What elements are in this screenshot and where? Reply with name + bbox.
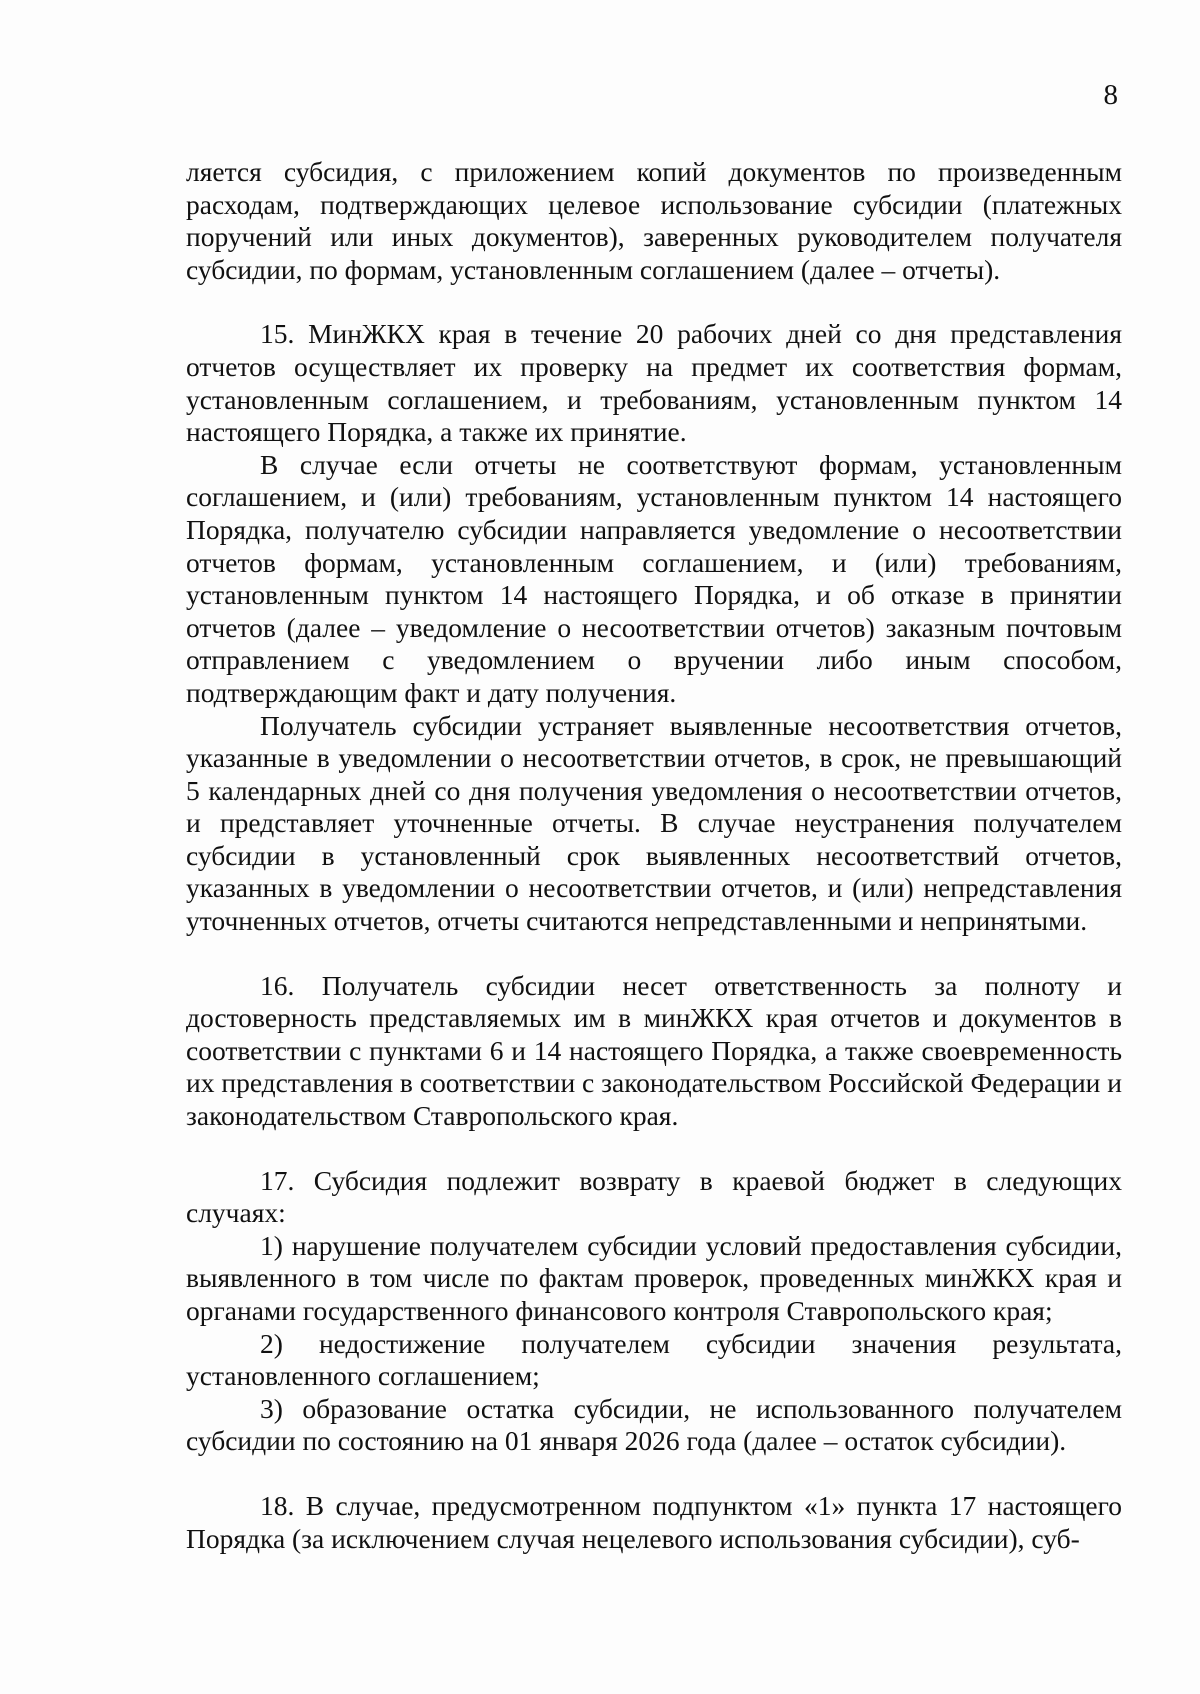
paragraph-item-15-noncompliance: В случае если отчеты не соответствуют формам, установленным соглашением, и (или) требованиям, установленным пунктом 14 настоящего Порядка, получателю субсидии направляется уведомление о несоответствии отчетов формам, установленным соглашением, и (или) требованиям, установленным пунктом 14 настоящего Порядка, и об отказе в принятии отчетов (далее – уведомление о несоответствии отчетов) заказным почтовым отправлением с уведомлением о вручении либо иным способом, подтверждающим факт и дату получения. (186, 448, 1122, 708)
page-number: 8 (1103, 79, 1118, 111)
paragraph-item-15-correction: Получатель субсидии устраняет выявленные несоответствия отчетов, указанные в уведомлении о несоответствии отчетов, в срок, не превышающий 5 календарных дней со дня получения уведомления о несоответствии отчетов, и представляет уточненные отчеты. В случае неустранения получателем субсидии в установленный срок выявленных несоответствий отчетов, указанных в уведомлении о несоответствии отчетов, и (или) непредставления уточненных отчетов, отчеты считаются непредставленными и непринятыми. (186, 709, 1122, 937)
paragraph-item-16: 16. Получатель субсидии несет ответственность за полноту и достоверность представляемых им в минЖКХ края отчетов и документов в соответствии с пунктами 6 и 14 настоящего Порядка, а также своевременность их представления в соответствии с законодательством Российской Федерации и законодательством Ставропольского края. (186, 969, 1122, 1132)
paragraph-item-17-subitem-3: 3) образование остатка субсидии, не использованного получателем субсидии по состоянию на 01 января 2026 года (далее – остаток субсидии). (186, 1392, 1122, 1457)
document-body (186, 156, 1122, 1555)
paragraph-item-15: 15. МинЖКХ края в течение 20 рабочих дней со дня представления отчетов осуществляет их проверку на предмет их соответствия формам, установленным соглашением, и требованиям, установленным пунктом 14 настоящего Порядка, а также их принятие. (186, 318, 1122, 448)
paragraph-item-17-subitem-2: 2) недостижение получателем субсидии значения результата, установленного соглашением; (186, 1327, 1122, 1392)
paragraph-item-18: 18. В случае, предусмотренном подпунктом «1» пункта 17 настоящего Порядка (за исключением случая нецелевого использования субсидии), суб- (186, 1489, 1122, 1554)
paragraph-continuation: ляется субсидия, с приложением копий документов по произведенным расходам, подтверждающих целевое использование субсидии (платежных поручений или иных документов), заверенных руководителем получателя субсидии, по формам, установленным соглашением (далее – отчеты). (186, 156, 1122, 285)
paragraph-item-17: 17. Субсидия подлежит возврату в краевой бюджет в следующих случаях: (186, 1164, 1122, 1229)
paragraph-item-17-subitem-1: 1) нарушение получателем субсидии условий предоставления субсидии, выявленного в том числе по фактам проверок, проведенных минЖКХ края и органами государственного финансового контроля Ставропольского края; (186, 1229, 1122, 1326)
